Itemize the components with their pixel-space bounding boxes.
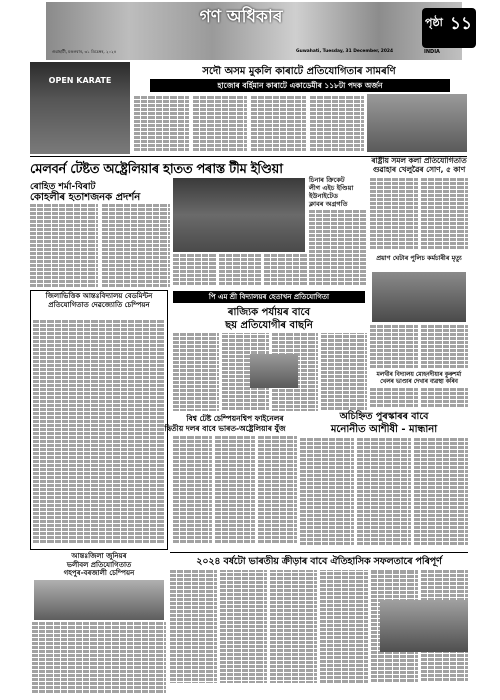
karate-headline: সদৌ অসম মুকলি কাৰাটে প্ৰতিযোগিতাৰ সামৰণি: [202, 66, 396, 77]
india-badge: INDIA: [424, 49, 440, 55]
karate-subhead-banner: [150, 79, 450, 92]
year-review-top-rule: [170, 552, 468, 553]
award-headline1: অচিহ্নিত পুৰস্কাৰৰ বাবে: [339, 411, 429, 422]
page-number-box: [422, 8, 476, 48]
premier-line1: চিনাৰ ক্ৰিকেট: [309, 176, 345, 184]
karate-photo: [30, 62, 130, 154]
world-test-headline1: বিশ্ব টেষ্ট চেম্পিয়নশ্বিপ ফাইনেলৰ: [186, 414, 284, 423]
cricket-headline: মেলবৰ্ন টেষ্টত অষ্ট্ৰেলিয়াৰ হাতত পৰাস্ত টীম ইণ্ডিয়া: [30, 162, 283, 177]
masthead: [46, 2, 462, 60]
cricket-body-2: [173, 254, 307, 288]
masthead-left-date: গুৱাহাটী, মঙলবাৰ, ৩১ ডিচেম্বৰ, ২০২৪: [52, 49, 117, 54]
junior-line1: আন্তঃজিলা জুনিয়ৰ: [71, 552, 127, 560]
masthead-right-date: Guwahati, Tuesday, 31 December, 2024: [296, 49, 394, 54]
women-team-photo: [367, 94, 467, 152]
premier-line3: ক্লাবৰ অগ্ৰগতি: [309, 200, 348, 208]
pm-side-photo: [372, 272, 466, 322]
pm-school-headline1: ৰাজ্যিক পৰ্যায়ৰ বাবে: [227, 307, 311, 318]
pm-school-banner: [173, 291, 365, 303]
karate-body: [134, 96, 364, 154]
cricket-kicker: ৰোহিত শৰ্মা-বিৰাট: [30, 182, 96, 192]
junior-body: [32, 622, 166, 696]
page-number: ১১: [450, 14, 473, 34]
pm-school-banner-text: পি এম শ্ৰী বিদ্যালয়ৰ হেতাখন প্ৰতিযোগিতা: [208, 293, 330, 301]
ground-body: [370, 388, 468, 408]
junior-line2: ভলীবল প্ৰতিযোগিতাত: [66, 560, 132, 569]
school-chess-body: [33, 320, 165, 546]
school-chess-headline: জিলাভিত্তিক আন্তঃবিদ্যালয় বেডমিন্টন প্ৰতিযোগিতাত দেৱজ্যোতি চেম্পিয়ন: [45, 292, 153, 309]
pm-side-body: [370, 325, 468, 370]
cricket-subhead: কোহলীৰ হতাশজনক প্ৰদৰ্শন: [30, 192, 141, 203]
premier-line2: লীগ এইচ ইণ্ডিয়া ইউনাইটেড: [309, 184, 354, 200]
pm-school-headline2: ছয় প্ৰতিযোগীৰ বাছনি: [225, 320, 313, 331]
page-label: পৃষ্ঠা: [425, 16, 443, 29]
award-headline2: মনোনীত আশীষী - মান্ধানা: [330, 424, 438, 435]
world-test-headline2: দ্বিতীয় দলৰ বাবে ভাৰত-অষ্ট্ৰেলিয়াৰ যুঁজ: [164, 424, 286, 433]
cricket-photo: [173, 178, 305, 252]
junior-line3: গহপুৰ-বৰজালী চেম্পিয়ন: [63, 569, 135, 577]
award-body: [300, 438, 468, 550]
year-review-photo: [380, 600, 468, 652]
pm-school-photo: [250, 354, 298, 388]
masthead-brand: গণ অধিকাৰ: [199, 7, 283, 27]
junior-headline: [32, 552, 166, 578]
pm-side-headline: প্ৰয়াণ ঘেটাৰ পুলিচ কৰ্মচাৰীৰ মৃত্যু: [376, 254, 462, 262]
premier-body: [309, 210, 367, 288]
world-test-body: [173, 436, 297, 550]
women-strip-headline: ৰাষ্ট্ৰীয় সমল কলা প্ৰতিযোগিতাত গুৱাহাৰ খেলুৱৈৰ সোণ, ৫ কাণ: [371, 156, 467, 174]
year-review-headline: ২০২৪ বৰ্ষটো ভাৰতীয় ক্ৰীড়াৰ বাবে ঐতিহাসিক সফলতাৰে পৰিপূৰ্ণ: [196, 556, 442, 567]
ground-headline: মলখীৰ বিদ্যালয় মোহনদীয়াৰ কুৰুশৰ্মা খেলৰ ভাণ্ডাৰ দেখাৰ ব্যৱস্থা কৰিব: [376, 372, 462, 385]
karate-photo-banner: OPEN KARATE: [48, 76, 112, 85]
karate-subhead: হাজোৰ বৰ্হিমান কাৰাটে একাডেমীৰ ১১৮টা পদক অৰ্জন: [217, 81, 383, 90]
premier-headline: [309, 176, 369, 208]
women-strip-body: [370, 178, 468, 252]
junior-photo: [34, 580, 164, 620]
cricket-body: [30, 204, 170, 288]
